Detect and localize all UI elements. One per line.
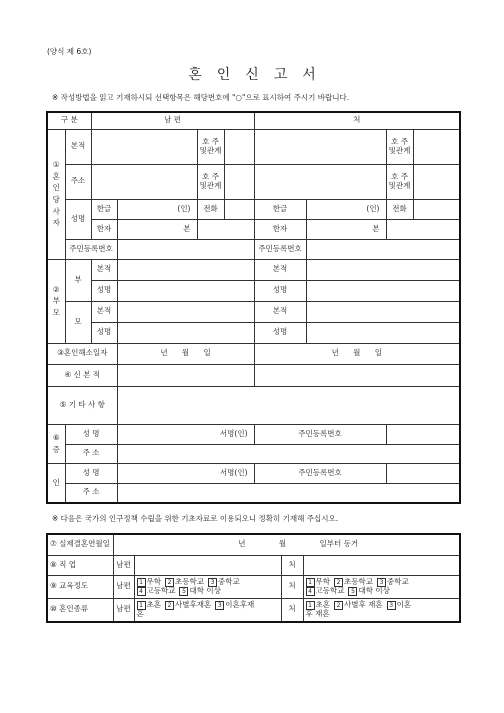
witness2-address-label: 주 소 — [65, 483, 117, 503]
wife-label-hanja: 한자 — [254, 219, 306, 239]
wife-name-hangeul-field[interactable]: (인) — [306, 199, 386, 219]
option-box-3[interactable]: 3 — [215, 601, 224, 610]
instruction-note: ※ 작성방법을 읽고 기재하시되 선택항목은 해당번호에 "○"으로 표시하여 주시기 바랍니다. — [52, 93, 350, 102]
mother-name-label: 성명 — [91, 322, 117, 343]
occupation-husband-label: 남편 — [113, 555, 134, 575]
label-hanja: 한자 — [91, 219, 117, 239]
husband-name-hanja-field[interactable]: 본 — [117, 219, 197, 239]
row7-label: ⑦ 실제결혼연월일 — [47, 534, 113, 555]
wife-mother-name-field[interactable] — [306, 322, 460, 343]
husband-bon-field[interactable] — [197, 219, 254, 239]
option-box-2[interactable]: 2 — [334, 601, 343, 610]
row8-label: ⑧ 직 업 — [47, 555, 113, 575]
page-title: 혼인신고서 — [188, 67, 331, 83]
label-hangeul: 한글 — [91, 199, 117, 219]
husband-jumin-field[interactable] — [117, 239, 254, 259]
marriage-wife-options[interactable]: 1 초혼 2 사별후 재혼 3 이혼 후 재혼 — [303, 598, 460, 622]
label-mother: 모 — [65, 301, 91, 343]
option-box-1[interactable]: 1 — [306, 601, 315, 610]
statistics-note: ※ 다음은 국가의 인구정책 수립을 위한 기초자료로 이용되오니 정확히 기재해 주십시오. — [52, 514, 339, 523]
section5-label: ⑤ 기 타 사 항 — [47, 386, 117, 424]
occupation-wife-label: 처 — [281, 555, 303, 575]
witness2-name-label: 성 명 — [65, 463, 117, 483]
wife-new-bonjeok-field[interactable] — [254, 364, 460, 386]
option-box-4[interactable]: 4 — [137, 587, 146, 596]
wife-father-name-field[interactable] — [306, 280, 460, 301]
occupation-husband-field[interactable] — [134, 555, 281, 575]
section6-label-top: ⑥ 증 — [47, 424, 65, 463]
label-name: 성명 — [65, 199, 91, 239]
husband-hoju-field-2[interactable] — [224, 164, 254, 199]
wife-bon-field[interactable] — [386, 219, 460, 239]
wife-name-hanja-field[interactable]: 본 — [306, 219, 386, 239]
husband-name-hangeul-field[interactable]: (인) — [117, 199, 197, 219]
husband-hoju-label-2: 호 주 및관계 — [197, 164, 224, 199]
option-box-2[interactable]: 2 — [334, 578, 343, 587]
witness2-address-field[interactable] — [117, 483, 460, 503]
education-husband-label: 남편 — [113, 575, 134, 598]
father-bonjeok-label: 본적 — [91, 259, 117, 280]
section3-label: ③혼인해소일자 — [47, 343, 117, 364]
row10-label: ⑩ 혼인종류 — [47, 598, 113, 622]
father-name-label: 성명 — [91, 280, 117, 301]
wife-bonjeok-field[interactable] — [254, 129, 386, 164]
header-gubun: 구 분 — [47, 112, 91, 129]
marriage-wife-label: 처 — [281, 598, 303, 622]
other-notes-field[interactable] — [117, 386, 460, 424]
option-box-2[interactable]: 2 — [165, 601, 174, 610]
occupation-wife-field[interactable] — [303, 555, 460, 575]
witness1-name-field[interactable]: 서명(인) — [117, 424, 254, 444]
header-wife: 처 — [254, 112, 460, 129]
witness1-name-label: 성 명 — [65, 424, 117, 444]
header-husband: 남 편 — [91, 112, 254, 129]
husband-phone-label: 전화 — [197, 199, 224, 219]
witness1-jumin-field[interactable] — [386, 424, 460, 444]
label-juso: 주소 — [65, 164, 91, 199]
witness1-jumin-label: 주민등록번호 — [254, 424, 386, 444]
wife-hoju-field[interactable] — [413, 129, 460, 164]
husband-jumin-label: 주민등록번호 — [65, 239, 117, 259]
option-box-5[interactable]: 5 — [348, 587, 357, 596]
witness1-address-field[interactable] — [117, 444, 460, 463]
option-box-2[interactable]: 2 — [165, 578, 174, 587]
education-husband-options[interactable]: 1 무학 2 초등학교 3 중학교 4 고등학교 5 대학 이상 — [134, 575, 281, 598]
section4-label: ④ 신 본 적 — [47, 364, 117, 386]
section2-label: ② 부 모 — [47, 259, 65, 343]
marriage-husband-label: 남편 — [113, 598, 134, 622]
wife-phone-label: 전화 — [386, 199, 413, 219]
form-number: (양식 제 6호) — [47, 47, 92, 56]
husband-mother-name-field[interactable] — [117, 322, 254, 343]
actual-marriage-date-field[interactable]: 년 월 일부터 동거 — [113, 534, 460, 555]
witness1-address-label: 주 소 — [65, 444, 117, 463]
wife-hoju-field-2[interactable] — [413, 164, 460, 199]
husband-hoju-field[interactable] — [224, 129, 254, 164]
mother-bonjeok-label: 본적 — [91, 301, 117, 322]
husband-dissolution-date-field[interactable]: 년 월 일 — [117, 343, 254, 364]
registration-table — [46, 111, 461, 504]
witness2-jumin-field[interactable] — [386, 463, 460, 483]
row9-label: ⑨ 교육정도 — [47, 575, 113, 598]
wife-father-bonjeok-field[interactable] — [306, 259, 460, 280]
statistics-table — [46, 533, 461, 623]
wife-jumin-label: 주민등록번호 — [254, 239, 306, 259]
husband-hoju-label: 호 주 및관계 — [197, 129, 224, 164]
wife-father-bonjeok-label: 본적 — [254, 259, 306, 280]
marriage-husband-options[interactable]: 1 초혼 2 사별후재혼 3 이혼후재 혼 — [134, 598, 281, 622]
label-father: 부 — [65, 259, 91, 301]
option-box-1[interactable]: 1 — [306, 578, 315, 587]
option-box-1[interactable]: 1 — [137, 578, 146, 587]
wife-phone-field[interactable] — [413, 199, 460, 219]
wife-mother-bonjeok-field[interactable] — [306, 301, 460, 322]
husband-mother-bonjeok-field[interactable] — [117, 301, 254, 322]
wife-mother-bonjeok-label: 본적 — [254, 301, 306, 322]
wife-address-field[interactable] — [254, 164, 386, 199]
witness2-name-field[interactable]: 서명(인) — [117, 463, 254, 483]
option-box-3[interactable]: 3 — [208, 578, 217, 587]
husband-address-field[interactable] — [91, 164, 197, 199]
husband-new-bonjeok-field[interactable] — [117, 364, 254, 386]
wife-mother-name-label: 성명 — [254, 322, 306, 343]
section6-label-bottom: 인 — [47, 463, 65, 503]
option-box-5[interactable]: 5 — [179, 587, 188, 596]
label-bonjeok: 본적 — [65, 129, 91, 164]
wife-father-name-label: 성명 — [254, 280, 306, 301]
husband-bonjeok-field[interactable] — [91, 129, 197, 164]
wife-hoju-label: 호 주 및관계 — [386, 129, 413, 164]
husband-father-name-field[interactable] — [117, 280, 254, 301]
wife-label-hangeul: 한글 — [254, 199, 306, 219]
option-box-3[interactable]: 3 — [377, 578, 386, 587]
wife-hoju-label-2: 호 주 및관계 — [386, 164, 413, 199]
wife-dissolution-date-field[interactable]: 년 월 일 — [254, 343, 460, 364]
education-wife-options[interactable]: 1 무학 2 초등학교 3 중학교 4 고등학교 5 대학 이상 — [303, 575, 460, 598]
option-box-3[interactable]: 3 — [387, 601, 396, 610]
section1-label: ① 혼 인 당 사 자 — [47, 129, 65, 259]
option-box-1[interactable]: 1 — [137, 601, 146, 610]
husband-father-bonjeok-field[interactable] — [117, 259, 254, 280]
husband-phone-field[interactable] — [224, 199, 254, 219]
witness2-jumin-label: 주민등록번호 — [254, 463, 386, 483]
wife-jumin-field[interactable] — [306, 239, 460, 259]
option-box-4[interactable]: 4 — [306, 587, 315, 596]
education-wife-label: 처 — [281, 575, 303, 598]
